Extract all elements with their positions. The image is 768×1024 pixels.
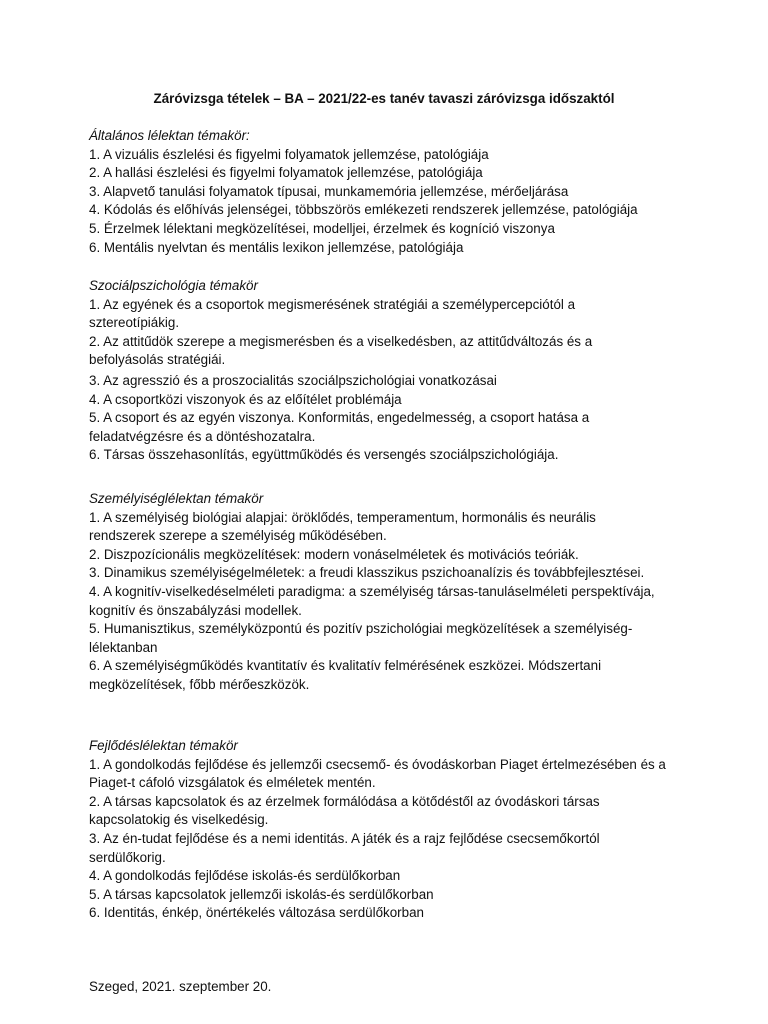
- document-footer-date: Szeged, 2021. szeptember 20.: [89, 979, 272, 994]
- list-item: 5. A társas kapcsolatok jellemzői iskolás-és serdülőkorban: [89, 886, 434, 902]
- list-item: 3. Alapvető tanulási folyamatok típusai, munkamemória jellemzése, mérőeljárása: [89, 183, 569, 199]
- section-title: Fejlődéslélektan témakör: [89, 738, 238, 753]
- section-szemelyisegelektan: [89, 490, 689, 695]
- list-item: 4. Kódolás és előhívás jelenségei, többszörös emlékezeti rendszerek jellemzése, patológiája: [89, 202, 638, 218]
- list-item: 5. Érzelmek lélektani megközelítései, modelljei, érzelmek és kogníció viszonya: [89, 220, 555, 236]
- list-item: 1. Az egyének és a csoportok megismerésének stratégiái a személypercepciótól a sztereotípiákig.: [89, 296, 576, 331]
- list-item: 1. A gondolkodás fejlődése és jellemzői csecsemő- és óvodáskorban Piaget értelmezésében és a Piaget-t cáfoló vizsgálatok és elméletek mentén.: [89, 756, 666, 791]
- list-item: 4. A kognitív-viselkedéselméleti paradigma: a személyiség társas-tanuláselméleti perspektívája, kognitív és önszabályzási modellek.: [89, 583, 655, 618]
- section-altalanos-lelektan: [89, 127, 689, 257]
- list-item: 6. A személyiségműködés kvantitatív és kvalitatív felmérésének eszközei. Módszertani megközelítések, főbb mérőeszközök.: [89, 658, 602, 692]
- list-item: 3. Az agresszió és a proszocialitás szociálpszichológiai vonatkozásai: [89, 372, 497, 388]
- section-title: Szociálpszichológia témakör: [89, 278, 258, 293]
- section-szocialpszichologia: [89, 277, 649, 465]
- list-item: 3. Az én-tudat fejlődése és a nemi identitás. A játék és a rajz fejlődése csecsemőkortól serdülőkorig.: [89, 830, 600, 865]
- list-item: 5. Humanisztikus, személyközpontú és pozitív pszichológiai megközelítések a személyiség-lélektanban: [89, 621, 633, 655]
- list-item: 4. A csoportközi viszonyok és az előítélet problémája: [89, 391, 402, 407]
- list-item: 2. Az attitűdök szerepe a megismerésben és a viselkedésben, az attitűdváltozás és a befolyásolás stratégiái.: [89, 333, 593, 368]
- list-item: 1. A vizuális észlelési és figyelmi folyamatok jellemzése, patológiája: [89, 146, 489, 162]
- list-item: 2. Diszpozícionális megközelítések: modern vonáselméletek és motivációs teóriák.: [89, 546, 579, 562]
- section-title: Személyiséglélektan témakör: [89, 491, 264, 506]
- list-item: 6. Társas összehasonlítás, együttműködés és versengés szociálpszichológiája.: [89, 447, 559, 463]
- list-item: 4. A gondolkodás fejlődése iskolás-és serdülőkorban: [89, 868, 401, 884]
- section-title: Általános lélektan témakör:: [89, 128, 250, 143]
- section-fejlodeslelektan: [89, 737, 689, 923]
- list-item: 2. A társas kapcsolatok és az érzelmek formálódása a kötődéstől az óvodáskori társas kapcsolatokig és viselkedésig.: [89, 793, 600, 828]
- document-title: Záróvizsga tételek – BA – 2021/22-es tanév tavaszi záróvizsga időszaktól: [153, 91, 615, 106]
- list-item: 2. A hallási észlelési és figyelmi folyamatok jellemzése, patológiája: [89, 165, 483, 181]
- list-item: 5. A csoport és az egyén viszonya. Konformitás, engedelmesség, a csoport hatása a feladatvégzésre és a döntéshozatalra.: [89, 410, 590, 444]
- list-item: 6. Mentális nyelvtan és mentális lexikon jellemzése, patológiája: [89, 239, 464, 255]
- list-item: 6. Identitás, énkép, önértékelés változása serdülőkorban: [89, 905, 424, 921]
- list-item: 3. Dinamikus személyiségelméletek: a freudi klasszikus pszichoanalízis és továbbfejlesztései.: [89, 565, 645, 581]
- list-item: 1. A személyiség biológiai alapjai: öröklődés, temperamentum, hormonális és neurális rendszerek szerepe a személyiség működésében.: [89, 509, 596, 544]
